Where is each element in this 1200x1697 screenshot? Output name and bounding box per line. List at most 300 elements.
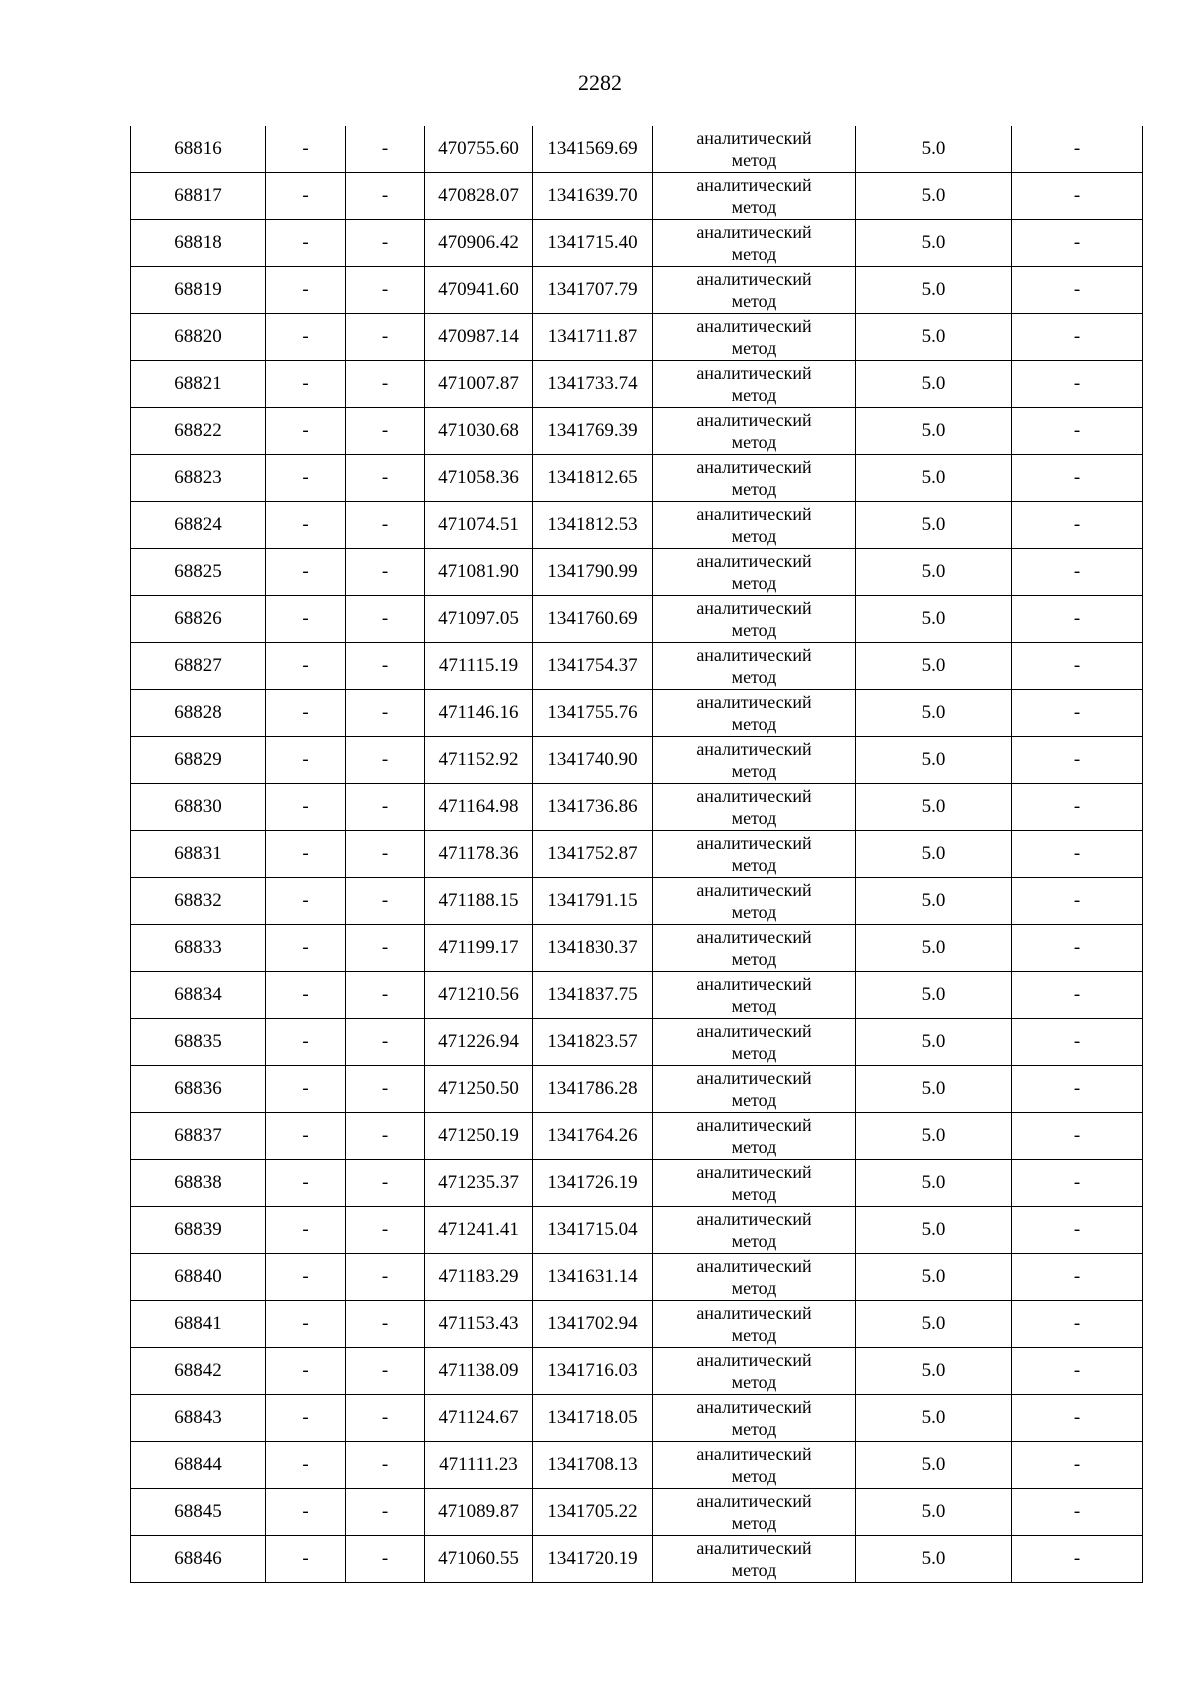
method-cell [653, 831, 856, 878]
point-id-cell: 68844 [131, 1442, 266, 1489]
table-row [131, 925, 1143, 972]
method-line-2: метод [731, 1419, 777, 1439]
method-line-2: метод [731, 949, 777, 969]
empty-value-cell: - [266, 408, 346, 455]
empty-value-cell: - [346, 1019, 425, 1066]
table-row [131, 502, 1143, 549]
empty-value-cell: - [1012, 502, 1143, 549]
y-coordinate-cell: 1341733.74 [533, 361, 653, 408]
method-line-1: аналитический [696, 1162, 812, 1182]
x-coordinate-cell: 471152.92 [425, 737, 533, 784]
point-id-cell: 68824 [131, 502, 266, 549]
method-line-2: метод [731, 338, 777, 358]
table-row [131, 1442, 1143, 1489]
y-coordinate-cell: 1341720.19 [533, 1536, 653, 1583]
method-line-1: аналитический [696, 410, 812, 430]
y-coordinate-cell: 1341754.37 [533, 643, 653, 690]
x-coordinate-cell: 471081.90 [425, 549, 533, 596]
method-line-2: метод [731, 1325, 777, 1345]
y-coordinate-cell: 1341726.19 [533, 1160, 653, 1207]
empty-value-cell: - [266, 1066, 346, 1113]
method-line-2: метод [731, 1184, 777, 1204]
empty-value-cell: - [1012, 690, 1143, 737]
table-row [131, 784, 1143, 831]
y-coordinate-cell: 1341755.76 [533, 690, 653, 737]
point-id-cell: 68817 [131, 173, 266, 220]
empty-value-cell: - [346, 126, 425, 173]
accuracy-cell: 5.0 [856, 502, 1012, 549]
point-id-cell: 68836 [131, 1066, 266, 1113]
accuracy-cell: 5.0 [856, 1207, 1012, 1254]
table-row [131, 596, 1143, 643]
table-row [131, 737, 1143, 784]
empty-value-cell: - [266, 1113, 346, 1160]
accuracy-cell: 5.0 [856, 361, 1012, 408]
method-cell [653, 1113, 856, 1160]
empty-value-cell: - [346, 1395, 425, 1442]
method-line-1: аналитический [696, 833, 812, 853]
empty-value-cell: - [266, 737, 346, 784]
empty-value-cell: - [1012, 737, 1143, 784]
point-id-cell: 68825 [131, 549, 266, 596]
empty-value-cell: - [266, 1395, 346, 1442]
method-line-2: метод [731, 526, 777, 546]
empty-value-cell: - [266, 690, 346, 737]
method-line-1: аналитический [696, 1491, 812, 1511]
empty-value-cell: - [346, 361, 425, 408]
x-coordinate-cell: 471124.67 [425, 1395, 533, 1442]
point-id-cell: 68821 [131, 361, 266, 408]
method-line-1: аналитический [696, 974, 812, 994]
empty-value-cell: - [1012, 314, 1143, 361]
table-row [131, 831, 1143, 878]
point-id-cell: 68823 [131, 455, 266, 502]
method-line-1: аналитический [696, 1209, 812, 1229]
accuracy-cell: 5.0 [856, 784, 1012, 831]
empty-value-cell: - [1012, 1019, 1143, 1066]
method-line-1: аналитический [696, 645, 812, 665]
y-coordinate-cell: 1341740.90 [533, 737, 653, 784]
empty-value-cell: - [266, 878, 346, 925]
accuracy-cell: 5.0 [856, 1160, 1012, 1207]
method-line-2: метод [731, 714, 777, 734]
point-id-cell: 68831 [131, 831, 266, 878]
empty-value-cell: - [346, 878, 425, 925]
x-coordinate-cell: 471226.94 [425, 1019, 533, 1066]
y-coordinate-cell: 1341812.65 [533, 455, 653, 502]
y-coordinate-cell: 1341716.03 [533, 1348, 653, 1395]
method-line-2: метод [731, 996, 777, 1016]
accuracy-cell: 5.0 [856, 549, 1012, 596]
x-coordinate-cell: 471089.87 [425, 1489, 533, 1536]
accuracy-cell: 5.0 [856, 408, 1012, 455]
point-id-cell: 68843 [131, 1395, 266, 1442]
empty-value-cell: - [346, 925, 425, 972]
x-coordinate-cell: 471153.43 [425, 1301, 533, 1348]
method-line-1: аналитический [696, 363, 812, 383]
accuracy-cell: 5.0 [856, 737, 1012, 784]
method-cell [653, 455, 856, 502]
empty-value-cell: - [346, 549, 425, 596]
method-line-1: аналитический [696, 175, 812, 195]
point-id-cell: 68840 [131, 1254, 266, 1301]
table-row [131, 1536, 1143, 1583]
method-cell [653, 972, 856, 1019]
method-line-1: аналитический [696, 222, 812, 242]
empty-value-cell: - [266, 972, 346, 1019]
x-coordinate-cell: 471235.37 [425, 1160, 533, 1207]
empty-value-cell: - [346, 1536, 425, 1583]
accuracy-cell: 5.0 [856, 126, 1012, 173]
accuracy-cell: 5.0 [856, 1019, 1012, 1066]
y-coordinate-cell: 1341837.75 [533, 972, 653, 1019]
method-line-2: метод [731, 150, 777, 170]
point-id-cell: 68839 [131, 1207, 266, 1254]
table-row [131, 690, 1143, 737]
empty-value-cell: - [1012, 1207, 1143, 1254]
method-line-2: метод [731, 1043, 777, 1063]
empty-value-cell: - [266, 596, 346, 643]
empty-value-cell: - [346, 173, 425, 220]
empty-value-cell: - [1012, 361, 1143, 408]
empty-value-cell: - [1012, 126, 1143, 173]
y-coordinate-cell: 1341812.53 [533, 502, 653, 549]
method-line-1: аналитический [696, 457, 812, 477]
empty-value-cell: - [1012, 1113, 1143, 1160]
empty-value-cell: - [266, 1301, 346, 1348]
method-line-1: аналитический [696, 1538, 812, 1558]
method-cell [653, 878, 856, 925]
point-id-cell: 68842 [131, 1348, 266, 1395]
empty-value-cell: - [346, 1489, 425, 1536]
accuracy-cell: 5.0 [856, 1536, 1012, 1583]
method-line-1: аналитический [696, 692, 812, 712]
x-coordinate-cell: 470828.07 [425, 173, 533, 220]
method-line-2: метод [731, 244, 777, 264]
empty-value-cell: - [266, 1019, 346, 1066]
point-id-cell: 68826 [131, 596, 266, 643]
table-row [131, 408, 1143, 455]
y-coordinate-cell: 1341764.26 [533, 1113, 653, 1160]
empty-value-cell: - [346, 1254, 425, 1301]
empty-value-cell: - [346, 502, 425, 549]
empty-value-cell: - [346, 267, 425, 314]
y-coordinate-cell: 1341715.40 [533, 220, 653, 267]
empty-value-cell: - [266, 1348, 346, 1395]
point-id-cell: 68834 [131, 972, 266, 1019]
accuracy-cell: 5.0 [856, 455, 1012, 502]
point-id-cell: 68828 [131, 690, 266, 737]
table-row [131, 972, 1143, 1019]
table-row [131, 1207, 1143, 1254]
point-id-cell: 68838 [131, 1160, 266, 1207]
method-line-1: аналитический [696, 1397, 812, 1417]
empty-value-cell: - [1012, 831, 1143, 878]
method-line-2: метод [731, 1231, 777, 1251]
empty-value-cell: - [1012, 1536, 1143, 1583]
method-cell [653, 1019, 856, 1066]
empty-value-cell: - [346, 1066, 425, 1113]
x-coordinate-cell: 471250.19 [425, 1113, 533, 1160]
empty-value-cell: - [1012, 878, 1143, 925]
method-line-1: аналитический [696, 316, 812, 336]
method-cell [653, 1207, 856, 1254]
x-coordinate-cell: 471058.36 [425, 455, 533, 502]
empty-value-cell: - [346, 1442, 425, 1489]
method-line-2: метод [731, 1372, 777, 1392]
method-line-1: аналитический [696, 269, 812, 289]
empty-value-cell: - [1012, 1301, 1143, 1348]
x-coordinate-cell: 471164.98 [425, 784, 533, 831]
method-line-1: аналитический [696, 1444, 812, 1464]
table-row [131, 1395, 1143, 1442]
method-line-2: метод [731, 855, 777, 875]
empty-value-cell: - [1012, 1254, 1143, 1301]
table-row [131, 455, 1143, 502]
accuracy-cell: 5.0 [856, 690, 1012, 737]
empty-value-cell: - [1012, 267, 1143, 314]
empty-value-cell: - [1012, 173, 1143, 220]
x-coordinate-cell: 470906.42 [425, 220, 533, 267]
empty-value-cell: - [1012, 1489, 1143, 1536]
method-line-2: метод [731, 385, 777, 405]
empty-value-cell: - [266, 361, 346, 408]
y-coordinate-cell: 1341752.87 [533, 831, 653, 878]
empty-value-cell: - [1012, 784, 1143, 831]
method-cell [653, 1536, 856, 1583]
method-cell [653, 502, 856, 549]
empty-value-cell: - [346, 1160, 425, 1207]
accuracy-cell: 5.0 [856, 1113, 1012, 1160]
empty-value-cell: - [1012, 596, 1143, 643]
y-coordinate-cell: 1341702.94 [533, 1301, 653, 1348]
table-row [131, 1301, 1143, 1348]
empty-value-cell: - [346, 1207, 425, 1254]
method-line-1: аналитический [696, 551, 812, 571]
x-coordinate-cell: 471178.36 [425, 831, 533, 878]
empty-value-cell: - [346, 643, 425, 690]
method-line-2: метод [731, 1560, 777, 1580]
method-cell [653, 408, 856, 455]
point-id-cell: 68846 [131, 1536, 266, 1583]
x-coordinate-cell: 471241.41 [425, 1207, 533, 1254]
method-line-2: метод [731, 1137, 777, 1157]
x-coordinate-cell: 471060.55 [425, 1536, 533, 1583]
empty-value-cell: - [266, 126, 346, 173]
y-coordinate-cell: 1341715.04 [533, 1207, 653, 1254]
point-id-cell: 68819 [131, 267, 266, 314]
accuracy-cell: 5.0 [856, 643, 1012, 690]
y-coordinate-cell: 1341769.39 [533, 408, 653, 455]
empty-value-cell: - [266, 455, 346, 502]
method-line-2: метод [731, 479, 777, 499]
accuracy-cell: 5.0 [856, 1254, 1012, 1301]
empty-value-cell: - [1012, 455, 1143, 502]
method-line-1: аналитический [696, 598, 812, 618]
method-cell [653, 1348, 856, 1395]
y-coordinate-cell: 1341631.14 [533, 1254, 653, 1301]
empty-value-cell: - [266, 1442, 346, 1489]
method-cell [653, 1489, 856, 1536]
method-cell [653, 173, 856, 220]
empty-value-cell: - [266, 1160, 346, 1207]
method-line-2: метод [731, 902, 777, 922]
method-cell [653, 1395, 856, 1442]
empty-value-cell: - [346, 455, 425, 502]
accuracy-cell: 5.0 [856, 1395, 1012, 1442]
table-body [131, 126, 1143, 1583]
method-line-1: аналитический [696, 1256, 812, 1276]
x-coordinate-cell: 471250.50 [425, 1066, 533, 1113]
method-cell [653, 1442, 856, 1489]
y-coordinate-cell: 1341830.37 [533, 925, 653, 972]
method-cell [653, 596, 856, 643]
method-line-1: аналитический [696, 504, 812, 524]
coordinates-table [130, 126, 1143, 1583]
table-row [131, 643, 1143, 690]
table-row [131, 314, 1143, 361]
table-row [131, 1019, 1143, 1066]
empty-value-cell: - [1012, 220, 1143, 267]
method-line-1: аналитический [696, 1021, 812, 1041]
accuracy-cell: 5.0 [856, 173, 1012, 220]
table-row [131, 220, 1143, 267]
method-line-1: аналитический [696, 1115, 812, 1135]
method-cell [653, 690, 856, 737]
table-row [131, 1113, 1143, 1160]
empty-value-cell: - [266, 1536, 346, 1583]
point-id-cell: 68841 [131, 1301, 266, 1348]
table-row [131, 1489, 1143, 1536]
empty-value-cell: - [266, 173, 346, 220]
method-line-2: метод [731, 197, 777, 217]
empty-value-cell: - [266, 549, 346, 596]
point-id-cell: 68833 [131, 925, 266, 972]
x-coordinate-cell: 471115.19 [425, 643, 533, 690]
empty-value-cell: - [1012, 925, 1143, 972]
point-id-cell: 68820 [131, 314, 266, 361]
method-line-2: метод [731, 620, 777, 640]
point-id-cell: 68837 [131, 1113, 266, 1160]
y-coordinate-cell: 1341569.69 [533, 126, 653, 173]
point-id-cell: 68830 [131, 784, 266, 831]
method-line-2: метод [731, 667, 777, 687]
x-coordinate-cell: 470941.60 [425, 267, 533, 314]
method-line-2: метод [731, 1278, 777, 1298]
empty-value-cell: - [266, 1489, 346, 1536]
empty-value-cell: - [346, 1348, 425, 1395]
empty-value-cell: - [346, 972, 425, 1019]
empty-value-cell: - [346, 1301, 425, 1348]
method-line-1: аналитический [696, 786, 812, 806]
x-coordinate-cell: 471210.56 [425, 972, 533, 1019]
accuracy-cell: 5.0 [856, 314, 1012, 361]
accuracy-cell: 5.0 [856, 972, 1012, 1019]
method-cell [653, 1160, 856, 1207]
empty-value-cell: - [346, 784, 425, 831]
x-coordinate-cell: 470755.60 [425, 126, 533, 173]
method-cell [653, 361, 856, 408]
accuracy-cell: 5.0 [856, 1442, 1012, 1489]
empty-value-cell: - [266, 643, 346, 690]
x-coordinate-cell: 471111.23 [425, 1442, 533, 1489]
y-coordinate-cell: 1341790.99 [533, 549, 653, 596]
empty-value-cell: - [1012, 1395, 1143, 1442]
table-row [131, 1066, 1143, 1113]
empty-value-cell: - [1012, 1066, 1143, 1113]
point-id-cell: 68816 [131, 126, 266, 173]
x-coordinate-cell: 471138.09 [425, 1348, 533, 1395]
x-coordinate-cell: 471074.51 [425, 502, 533, 549]
x-coordinate-cell: 471183.29 [425, 1254, 533, 1301]
accuracy-cell: 5.0 [856, 596, 1012, 643]
empty-value-cell: - [266, 831, 346, 878]
empty-value-cell: - [346, 596, 425, 643]
empty-value-cell: - [266, 502, 346, 549]
empty-value-cell: - [266, 784, 346, 831]
point-id-cell: 68827 [131, 643, 266, 690]
x-coordinate-cell: 471146.16 [425, 690, 533, 737]
method-line-1: аналитический [696, 739, 812, 759]
empty-value-cell: - [266, 1254, 346, 1301]
point-id-cell: 68829 [131, 737, 266, 784]
y-coordinate-cell: 1341736.86 [533, 784, 653, 831]
empty-value-cell: - [346, 737, 425, 784]
empty-value-cell: - [1012, 549, 1143, 596]
y-coordinate-cell: 1341718.05 [533, 1395, 653, 1442]
accuracy-cell: 5.0 [856, 925, 1012, 972]
accuracy-cell: 5.0 [856, 878, 1012, 925]
empty-value-cell: - [346, 831, 425, 878]
method-cell [653, 314, 856, 361]
table-row [131, 1348, 1143, 1395]
method-cell [653, 126, 856, 173]
table-row [131, 878, 1143, 925]
method-line-1: аналитический [696, 880, 812, 900]
method-line-1: аналитический [696, 1068, 812, 1088]
y-coordinate-cell: 1341791.15 [533, 878, 653, 925]
method-cell [653, 925, 856, 972]
method-cell [653, 737, 856, 784]
method-line-2: метод [731, 573, 777, 593]
method-line-2: метод [731, 291, 777, 311]
point-id-cell: 68835 [131, 1019, 266, 1066]
table-row [131, 1254, 1143, 1301]
accuracy-cell: 5.0 [856, 1301, 1012, 1348]
method-cell [653, 1301, 856, 1348]
y-coordinate-cell: 1341708.13 [533, 1442, 653, 1489]
empty-value-cell: - [346, 408, 425, 455]
method-cell [653, 267, 856, 314]
point-id-cell: 68818 [131, 220, 266, 267]
method-cell [653, 1066, 856, 1113]
empty-value-cell: - [1012, 408, 1143, 455]
empty-value-cell: - [346, 1113, 425, 1160]
method-line-1: аналитический [696, 128, 812, 148]
accuracy-cell: 5.0 [856, 1066, 1012, 1113]
y-coordinate-cell: 1341786.28 [533, 1066, 653, 1113]
method-line-2: метод [731, 1466, 777, 1486]
y-coordinate-cell: 1341707.79 [533, 267, 653, 314]
empty-value-cell: - [346, 220, 425, 267]
empty-value-cell: - [346, 314, 425, 361]
y-coordinate-cell: 1341823.57 [533, 1019, 653, 1066]
table-row [131, 173, 1143, 220]
table-row [131, 549, 1143, 596]
point-id-cell: 68822 [131, 408, 266, 455]
accuracy-cell: 5.0 [856, 1489, 1012, 1536]
method-line-1: аналитический [696, 1350, 812, 1370]
